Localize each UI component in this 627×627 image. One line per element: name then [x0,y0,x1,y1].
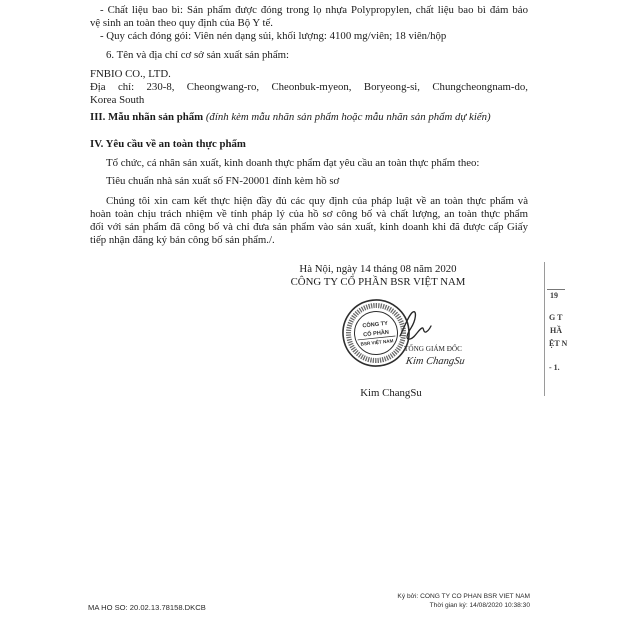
manufacturer-address-line-1: Địa chỉ: 230-8, Cheongwang-ro, Cheonbuk-myeon, Boryeong-si, Chungcheongnam-do, [90,81,528,93]
section-4-standard: Tiêu chuẩn nhà sản xuất số FN-20001 đính kèm hồ sơ [106,175,340,187]
packaging-material-line-1: - Chất liệu bao bì: Sản phẩm được đóng trong lọ nhựa Polypropylen, chất liệu bao bì đảm bảo [100,4,528,16]
manufacturer-heading: 6. Tên và địa chỉ cơ sở sản xuất sản phẩm: [106,49,290,61]
adjacent-fragment-3: HẦ [550,326,562,335]
packaging-spec: - Quy cách đóng gói: Viên nén dạng sủi, khối lượng: 4100 mg/viên; 18 viên/hộp [100,30,447,42]
digital-signed-time: Thời gian ký: 14/08/2020 10:38:30 [429,602,530,609]
handwritten-signature [396,306,434,346]
section-3-note: (đính kèm mẫu nhãn sản phẩm hoặc mẫu nhãn sản phẩm dự kiến) [205,111,491,123]
adjacent-fragment-4: ỆT N [549,339,568,348]
seal-line-1: CÔNG TY [362,320,389,330]
signing-company: CÔNG TY CỔ PHẦN BSR VIỆT NAM [290,276,466,288]
adjacent-page-edge [544,262,545,396]
seal-line-3: BSR VIỆT NAM [360,338,394,347]
manufacturer-name: FNBIO CO., LTD. [90,68,171,80]
place-date: Hà Nội, ngày 14 tháng 08 năm 2020 [299,263,457,275]
commitment-line-1: Chúng tôi xin cam kết thực hiện đầy đủ các quy định của pháp luật về an toàn thực phẩm và [106,195,528,207]
commitment-line-3: đối với sản phẩm đã công bố và chỉ đưa sản phẩm vào sản xuất, kinh doanh khi đã được cấp Giấy [90,221,528,233]
section-4-heading: IV. Yêu cầu về an toàn thực phẩm [90,138,246,150]
packaging-material-line-2: vệ sinh an toàn theo quy định của Bộ Y tế. [90,17,274,29]
dossier-code: MA HO SO: 20.02.13.78158.DKCB [88,603,206,612]
adjacent-fragment-2: G T [549,313,563,322]
director-title: TỔNG GIÁM ĐỐC [404,345,462,353]
commitment-line-2: hoàn toàn chịu trách nhiệm về tính pháp lý của hồ sơ công bố và chất lượng, an toàn thực phẩm [90,208,528,220]
digital-signed-by: Ký bởi: CONG TY CO PHAN BSR VIET NAM [397,593,530,600]
adjacent-page-box-line [547,289,565,290]
seal-line-2: CỔ PHẦN [362,329,390,339]
director-signature-name: Kim ChangSu [405,356,466,367]
section-4-requirement-intro: Tổ chức, cá nhân sản xuất, kinh doanh thực phẩm đạt yêu cầu an toàn thực phẩm theo: [106,157,480,169]
signer-name: Kim ChangSu [360,387,422,399]
adjacent-fragment-1: 19 [550,291,558,300]
section-3-heading: III. Mẫu nhãn sản phẩm [90,111,204,123]
section-3 [90,111,491,124]
adjacent-fragment-5: - 1. [549,363,560,372]
commitment-line-4: tiếp nhận đăng ký bản công bố sản phẩm./. [90,234,275,246]
manufacturer-address-line-2: Korea South [90,94,145,106]
